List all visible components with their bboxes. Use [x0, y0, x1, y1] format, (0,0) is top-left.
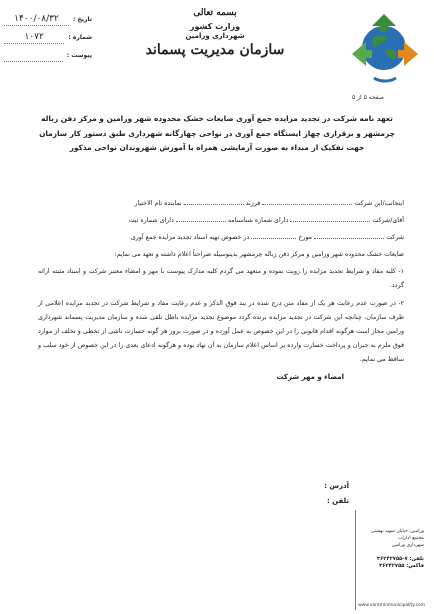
footer-sidebar — [355, 510, 428, 610]
registration-label: دارای شماره ثبت — [128, 217, 174, 225]
letterhead — [120, 8, 310, 58]
sidebar-address — [356, 510, 428, 570]
sidebar-phones — [356, 556, 424, 570]
phone-row — [324, 494, 349, 509]
regarding-label: در خصوص تهیه اسناد تجدید مزایده جمع آوری — [130, 234, 250, 242]
attachment-value — [4, 49, 63, 62]
id-number-label: دارای شماره شناسنامه — [227, 217, 289, 225]
date-row — [4, 10, 92, 28]
sidebar-phone: تلفن: ۷-۳۶۲۴۲۷۵۵ — [376, 555, 424, 562]
address-row — [324, 479, 349, 494]
body-line-3 — [38, 231, 404, 245]
number-label: شماره : — [68, 33, 92, 41]
date-label: تاریخ : — [72, 15, 92, 23]
number-row — [4, 28, 92, 46]
attachment-row — [4, 46, 92, 64]
document-body — [38, 197, 404, 370]
sidebar-addr-2: مجتمع ادارات — [398, 536, 424, 542]
signature-label: امضاء و مهر شرکت — [276, 373, 344, 381]
recycle-globe-logo-icon — [344, 8, 424, 88]
applicant-label: اینجانب/این شرکت — [354, 200, 404, 207]
dated-label: مورخ — [298, 234, 313, 242]
sidebar-addr-3: شهرداری ورامین — [391, 543, 424, 549]
representative-label: نماینده تام الاختیار — [134, 200, 182, 207]
municipality-name: شهرداری ورامین — [185, 32, 245, 40]
website-link[interactable]: www.varaminmunicipality.com — [358, 603, 425, 608]
body-line-2 — [38, 214, 404, 228]
basmala: بسمه تعالی — [193, 8, 237, 18]
clause-2: ۲- در صورت عدم رعایت هر یک از مفاد متن درج شده در بند فوق الذکر و عدم رعایت مفاد و شرایط شرکت در تجدید مزایده اعلامی از طرف سازمان، چنانچه این شرکت در تجدید مزایده برنده گردد موضوع تجدید مزایده باطل تلقی شده و سازمان مدیریت پسماند شهرداری ورامین مجاز است هرگونه اقدام قانونی را در این خصوص به عمل آورده و در صورت بروز هر گونه خسارت ناشی از تخطی و تخلف از موارد فوق ملزم به جبران و پرداخت خسارت وارده بر اساس اعلام سازمان به آن نهاد بوده و هرگونه ادعای بعدی را در این خصوص از خود سلب و ساقط می نمایم. — [38, 299, 404, 363]
document-title: تعهد نامه شرکت در تجدید مزایده جمع آوری ضایعات خشک محدوده شهر ورامین و مرکز دفن زباله چرمشهر و برقراری چهار ایستگاه جمع آوری در نواحی چهارگانه شهرداری طبق دستور کار سازمان جهت تفکیک از مبداء به صورت آزمایشی همراه با آموزش شهروندان نواحی مذکور — [39, 114, 395, 152]
body-line-4: ضایعات خشک محدوده شهر ورامین و مرکز دفن زباله چرمشهر بدینوسیله صراحتاً اعلام داشته و تعهد می نمایم: — [114, 251, 404, 259]
ministry-name: وزارت کشور — [189, 22, 241, 31]
date-value: ۱۴۰۰/۰۸/۳۲ — [4, 13, 69, 26]
father-label: فرزند — [245, 200, 261, 207]
page-number: صفحه ۵ از ۵ — [352, 94, 384, 101]
number-value: ۱۰۷۲ — [4, 31, 64, 44]
clause-1: ۱- کلیه مفاد و شرایط تجدید مزایده را رویت نموده و متعهد می گردم کلیه مدارک پیوست با مهر و امضاء معتبر شرکت و اسناد مثبته ارائه گردد. — [38, 268, 404, 290]
company-label: آقای/شرکت — [372, 217, 404, 225]
sidebar-fax: فاکس: ۳۶۲۴۲۷۵۵ — [379, 562, 424, 569]
contact-block — [324, 479, 349, 509]
organization-name: سازمان مدیریت پسماند — [145, 42, 285, 58]
sidebar-addr-1: ورامین، خیابان شهید بهشتی — [370, 529, 424, 534]
letter-meta — [4, 10, 92, 64]
address-label: آدرس : — [324, 482, 349, 490]
firm-label: شرکت — [386, 234, 404, 242]
body-line-1 — [38, 197, 404, 211]
attachment-label: پیوست : — [66, 51, 92, 59]
phone-label: تلفن : — [326, 497, 349, 505]
